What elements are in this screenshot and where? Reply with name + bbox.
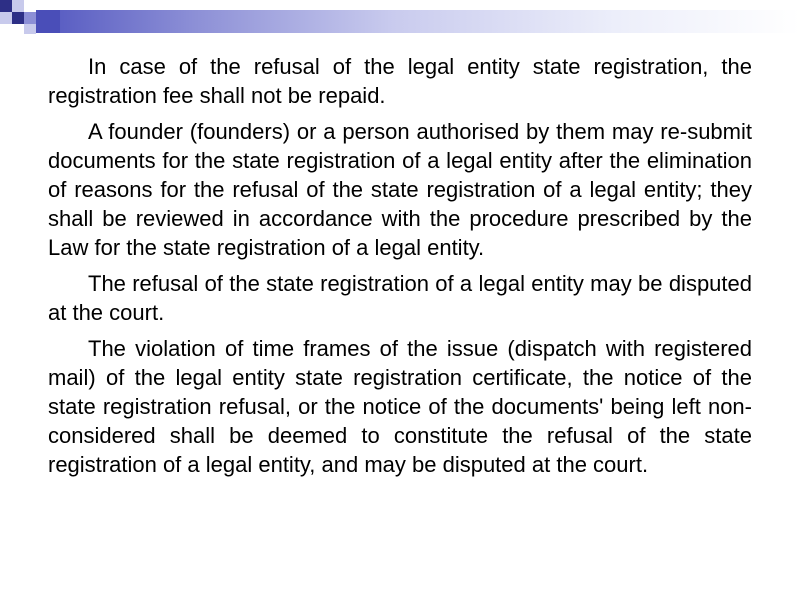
decorative-square	[12, 0, 24, 12]
paragraph: In case of the refusal of the legal entity state registration, the registration fee shall not be repaid.	[48, 54, 752, 108]
decorative-square	[24, 0, 36, 12]
decorative-square	[0, 12, 12, 24]
decorative-square	[24, 24, 36, 34]
paragraph: The violation of time frames of the issue (dispatch with registered mail) of the legal entity state registration certificate, the notice of the state registration refusal, or the notice of the documents' being left non-considered shall be deemed to constitute the refusal of the state registration of a legal entity, and may be disputed at the court.	[48, 336, 752, 477]
decorative-square	[12, 24, 24, 34]
decorative-square	[12, 12, 24, 24]
decorative-square	[36, 10, 60, 33]
decorative-gradient-bar	[60, 10, 800, 33]
decorative-header-band	[0, 0, 800, 33]
paragraph: A founder (founders) or a person authorised by them may re-submit documents for the state registration of a legal entity after the elimination of reasons for the refusal of the state registration of a legal entity; they shall be reviewed in accordance with the procedure prescribed by the Law for the state registration of a legal entity.	[48, 119, 752, 260]
slide-body-text	[48, 52, 752, 486]
decorative-square	[0, 0, 12, 12]
paragraph: The refusal of the state registration of a legal entity may be disputed at the court.	[48, 271, 752, 325]
decorative-square	[24, 12, 36, 24]
